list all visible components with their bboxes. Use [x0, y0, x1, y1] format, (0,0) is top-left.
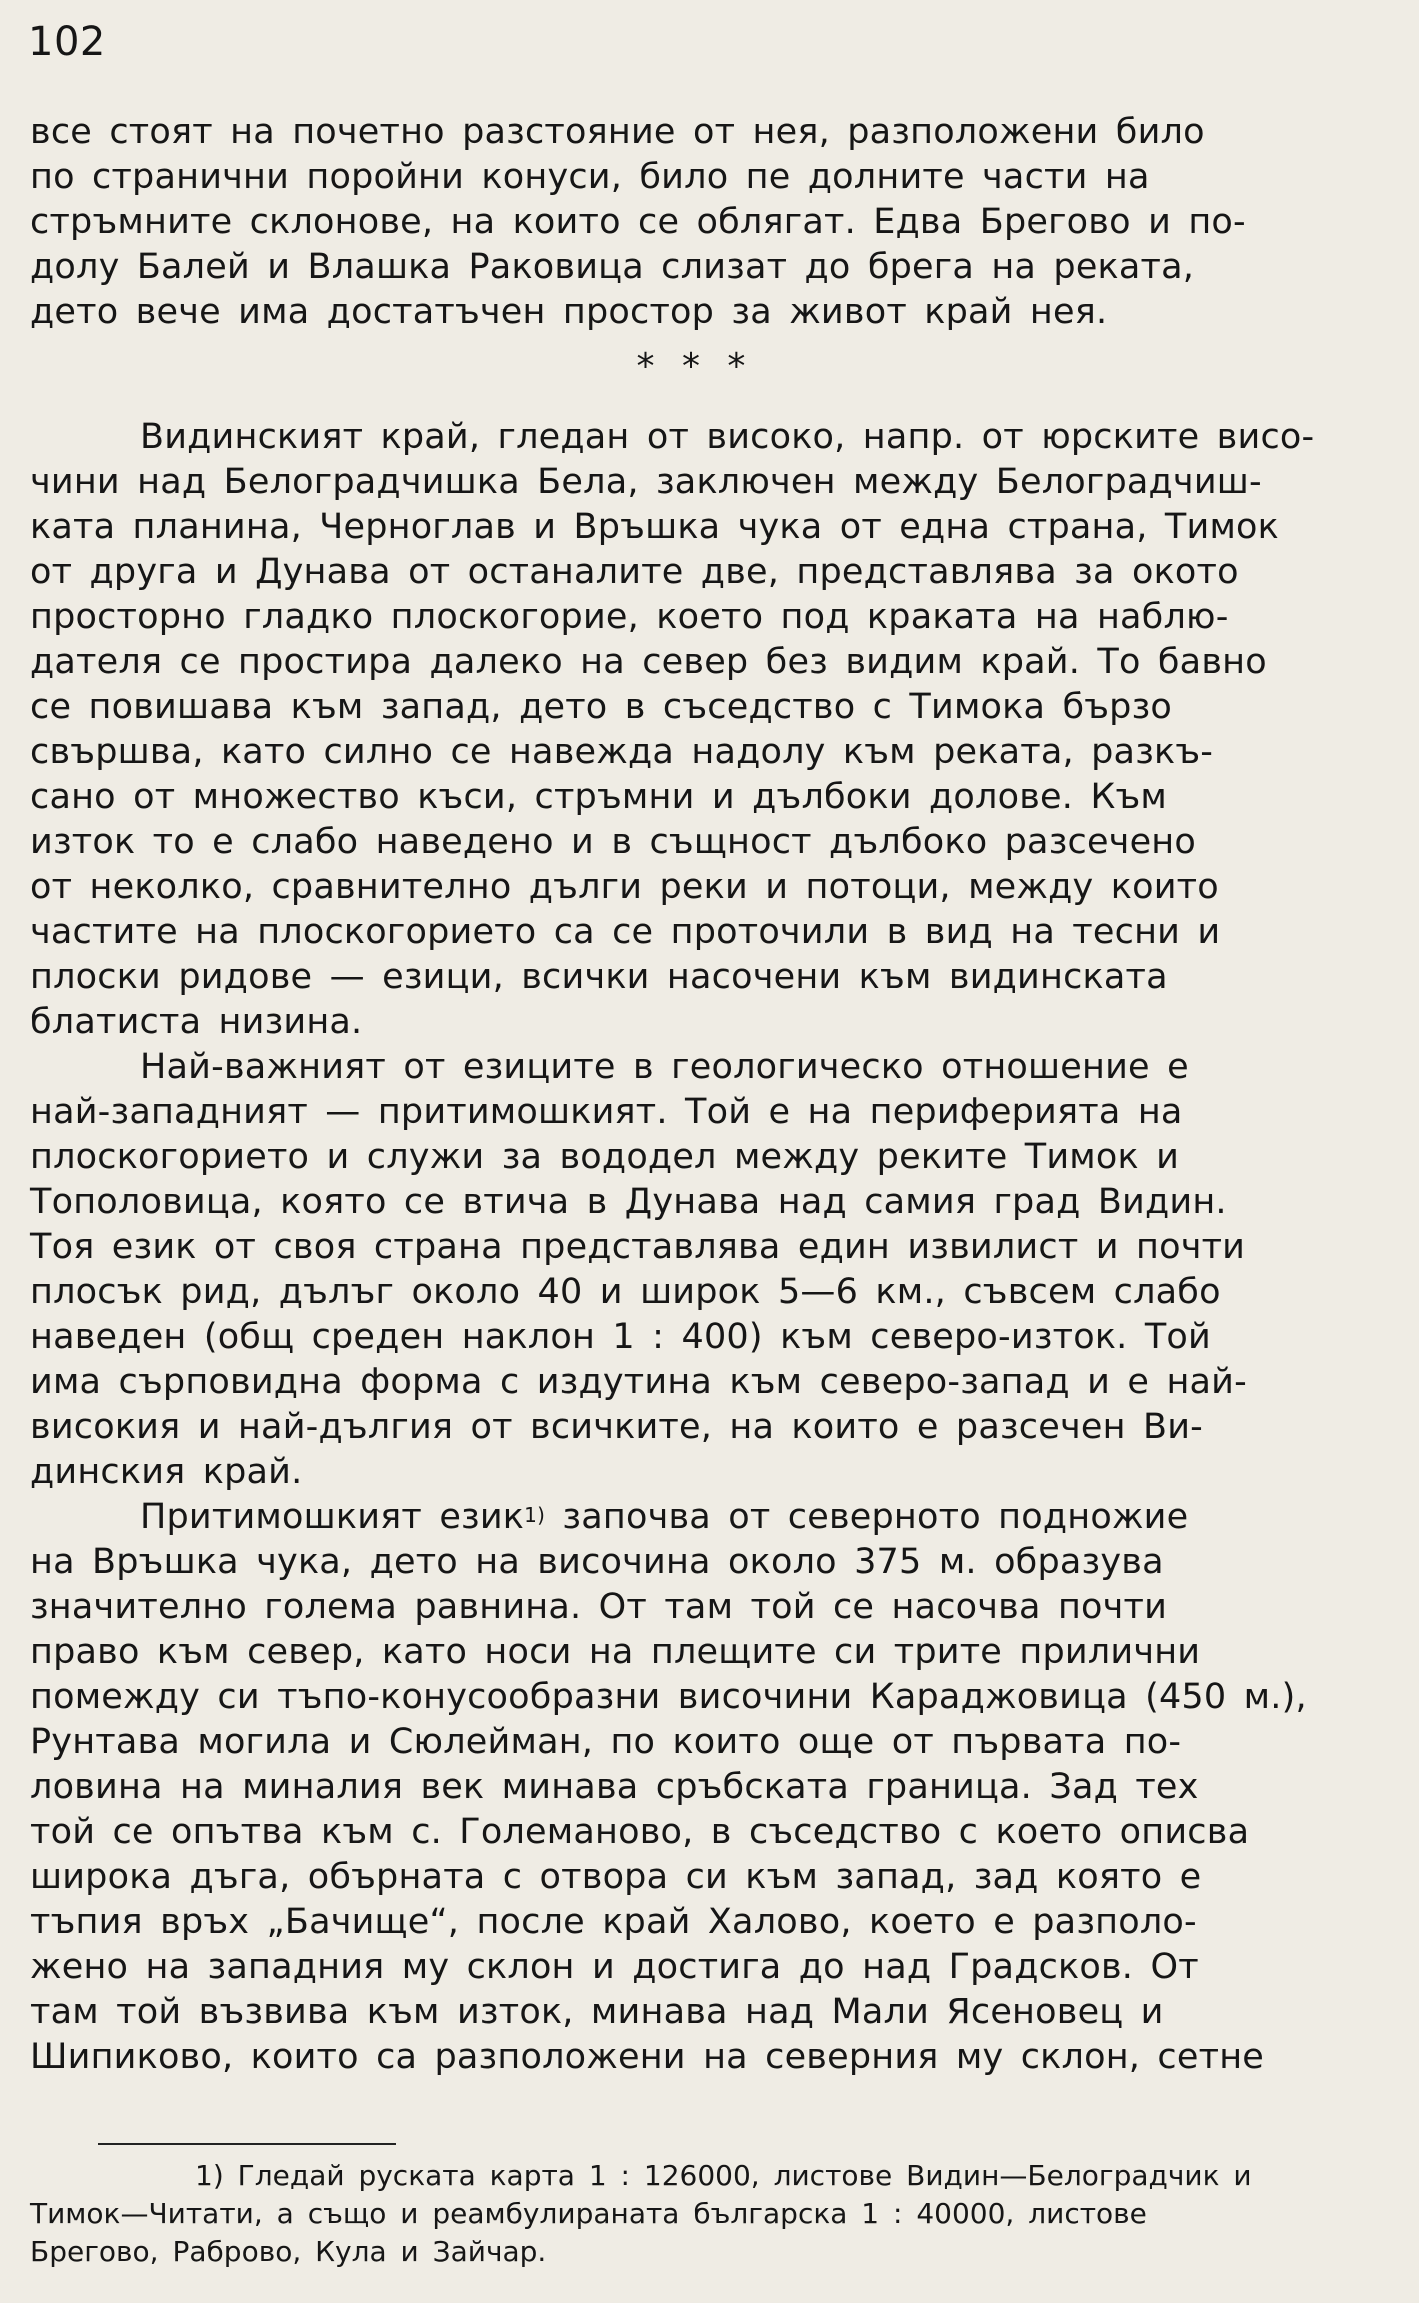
text-line: Тоя език от своя страна представлява един извилист и почти — [30, 1227, 1246, 1267]
footnote-line: Брегово, Раброво, Кула и Зайчар. — [30, 2235, 547, 2268]
paragraph-continued — [30, 110, 1360, 335]
text-fragment: започва от северното подножие — [545, 1497, 1189, 1537]
footnote-divider — [98, 2143, 396, 2145]
text-line: блатиста низина. — [30, 1002, 363, 1042]
text-line: има сърповидна форма с издутина към северо-запад и е най- — [30, 1362, 1247, 1402]
text-line: Рунтава могила и Сюлейман, по които още от първата по- — [30, 1722, 1182, 1762]
footnote — [30, 2157, 1360, 2271]
text-line: там той възвива към изток, минава над Мали Ясеновец и — [30, 1992, 1164, 2032]
text-line: наведен (общ среден наклон 1 : 400) към северо-изток. Той — [30, 1317, 1211, 1357]
paragraph-vidin-region — [30, 415, 1360, 1045]
text-line: все стоят на почетно разстояние от нея, разположени било — [30, 112, 1205, 152]
text-fragment: Притимошкият език — [140, 1497, 525, 1537]
text-line: дето вече има достатъчен простор за живот край нея. — [30, 292, 1108, 332]
text-line: Тополовица, която се втича в Дунава над самия град Видин. — [30, 1182, 1227, 1222]
text-line: жено на западния му склон и достига до над Градсков. От — [30, 1947, 1199, 1987]
text-line: плоскогорието и служи за вододел между реките Тимок и — [30, 1137, 1180, 1177]
text-line: плосък рид, дълъг около 40 и широк 5—6 км., съвсем слабо — [30, 1272, 1221, 1312]
text-line: свършва, като силно се навежда надолу към реката, разкъ- — [30, 732, 1214, 772]
main-text — [30, 110, 1360, 2080]
text-line: тъпия връх „Бачище“, после край Халово, което е разполо- — [30, 1902, 1197, 1942]
footnote-line: Тимок—Читати, а също и реамбулираната българска 1 : 40000, листове — [30, 2197, 1147, 2230]
text-line: чини над Белоградчишка Бела, заключен между Белоградчиш- — [30, 462, 1262, 502]
text-line: изток то е слабо наведено и в същност дълбоко разсечено — [30, 822, 1196, 862]
text-line: на Връшка чука, дето на височина около 375 м. образува — [30, 1542, 1164, 1582]
footnote-line: 1) Гледай руската карта 1 : 126000, листове Видин—Белоградчик и — [195, 2159, 1252, 2192]
text-line: Най-важният от езиците в геологическо отношение е — [140, 1047, 1189, 1087]
text-line: частите на плоскогорието са се проточили в вид на тесни и — [30, 912, 1221, 952]
text-line: просторно гладко плоскогорие, което под краката на наблю- — [30, 597, 1229, 637]
text-line: Видинският край, гледан от високо, напр. от юрските висо- — [140, 417, 1315, 457]
text-line: дателя се простира далеко на север без видим край. То бавно — [30, 642, 1267, 682]
paragraph-tongue-description — [30, 1495, 1360, 2080]
text-line: широка дъга, обърната с отвора си към запад, зад която е — [30, 1857, 1202, 1897]
section-separator: * * * — [636, 346, 754, 387]
text-line: ловина на миналия век минава сръбската граница. Зад тех — [30, 1767, 1199, 1807]
footnote-marker: 1) — [524, 1503, 546, 1527]
text-line: ката планина, Черноглав и Връшка чука от една страна, Тимок — [30, 507, 1280, 547]
page-number: 102 — [28, 19, 106, 65]
text-line: сано от множество къси, стръмни и дълбоки долове. Към — [30, 777, 1168, 817]
text-line: се повишава към запад, дето в съседство с Тимока бързо — [30, 687, 1173, 727]
text-line: Шипиково, които са разположени на северния му склон, сетне — [30, 2037, 1265, 2077]
text-line: от друга и Дунава от останалите две, представлява за окото — [30, 552, 1239, 592]
text-line: стръмните склонове, на които се облягат. Едва Брегово и по- — [30, 202, 1246, 242]
text-line: долу Балей и Влашка Раковица слизат до брега на реката, — [30, 247, 1195, 287]
text-line: най-западният — притимошкият. Той е на периферията на — [30, 1092, 1183, 1132]
text-line: по странични поройни конуси, било пе долните части на — [30, 157, 1150, 197]
text-line: право към север, като носи на плещите си трите прилични — [30, 1632, 1201, 1672]
text-line: високия и най-дългия от всичките, на които е разсечен Ви- — [30, 1407, 1203, 1447]
text-line: плоски ридове — езици, всички насочени към видинската — [30, 957, 1168, 997]
paragraph-timok-tongue — [30, 1045, 1360, 1495]
text-line: той се опътва към с. Големаново, в съседство с което описва — [30, 1812, 1250, 1852]
text-line: помежду си тъпо-конусообразни височини Караджовица (450 м.), — [30, 1677, 1307, 1717]
text-line: динския край. — [30, 1452, 303, 1492]
text-line: от неколко, сравнително дълги реки и потоци, между които — [30, 867, 1219, 907]
text-line — [30, 1495, 1360, 1540]
text-line: значително голема равнина. От там той се насочва почти — [30, 1587, 1168, 1627]
